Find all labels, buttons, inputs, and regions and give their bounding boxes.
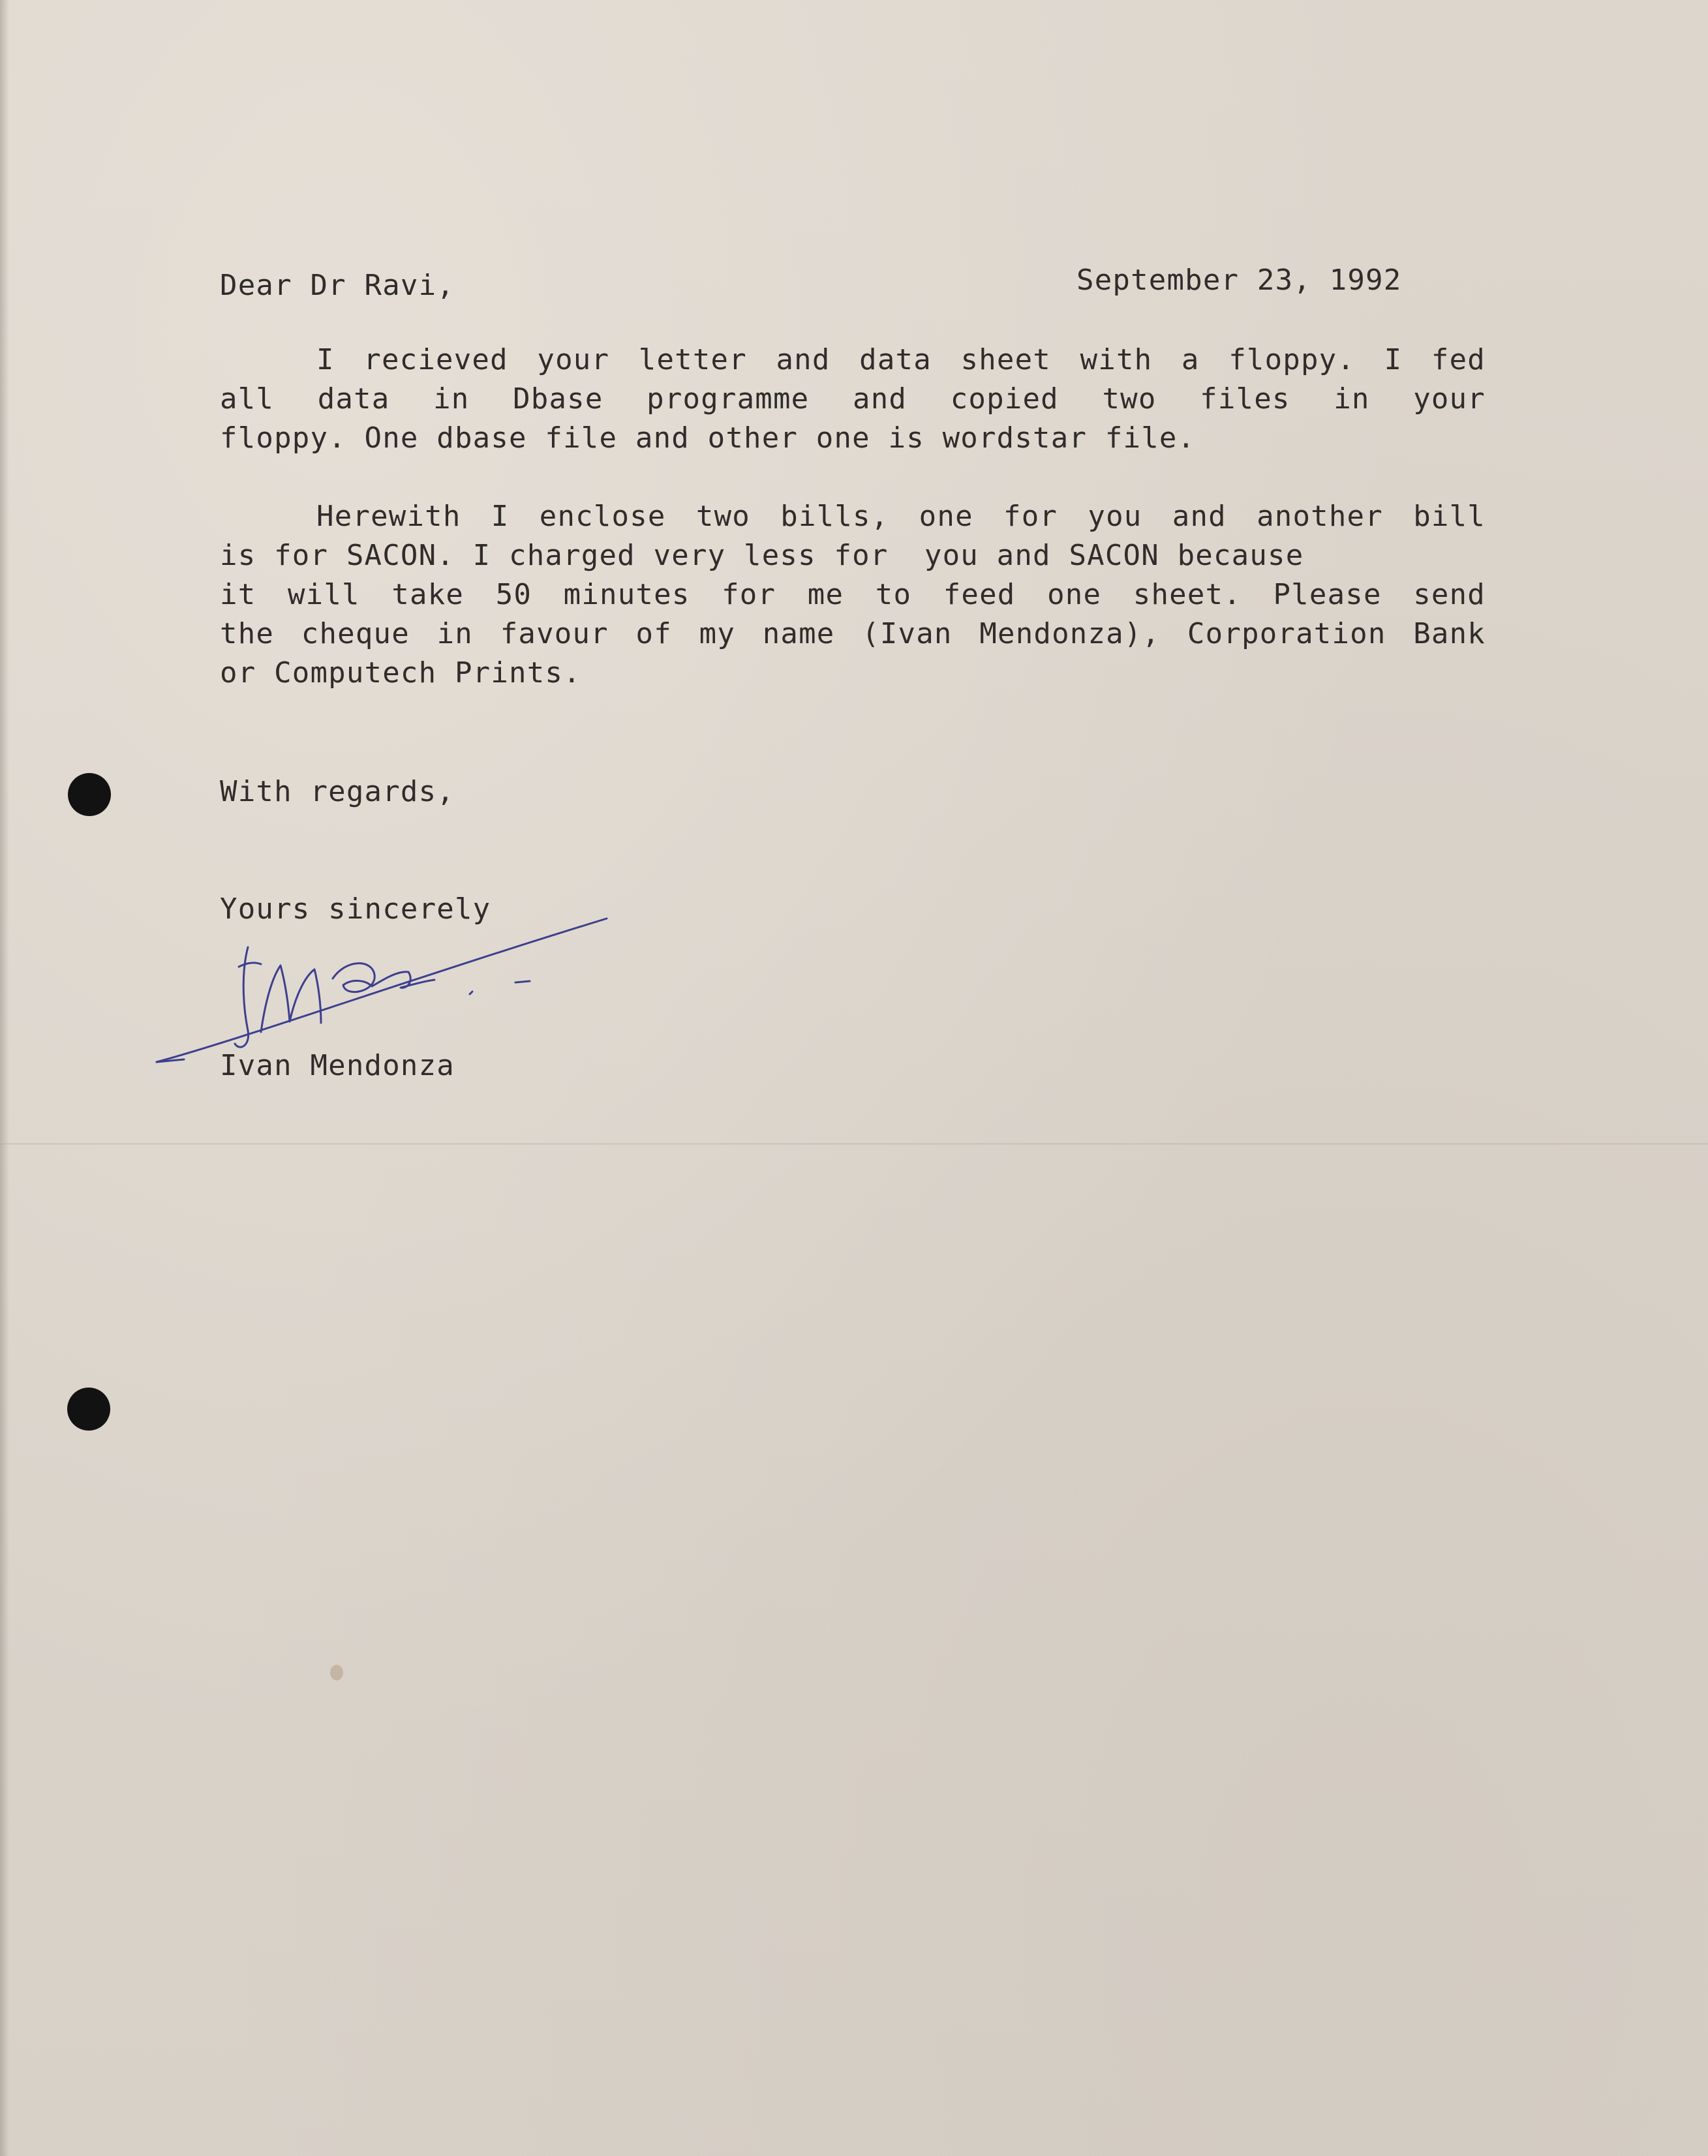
paper-edge-shadow xyxy=(0,0,9,2156)
salutation: Dear Dr Ravi, xyxy=(220,269,455,302)
paragraph1-line3: floppy. One dbase file and other one is wordstar file. xyxy=(220,421,1196,455)
punch-hole-bottom xyxy=(67,1388,110,1431)
paragraph1-line2: all data in Dbase programme and copied two files in your xyxy=(220,382,1486,416)
paragraph2-line4: the cheque in favour of my name (Ivan Mendonza), Corporation Bank xyxy=(220,617,1486,650)
paragraph2-line2: is for SACON. I charged very less for you and SACON because xyxy=(220,539,1304,572)
signature-initial-i-bar xyxy=(239,963,261,967)
letter-date: September 23, 1992 xyxy=(1076,264,1402,297)
closing-line: Yours sincerely xyxy=(220,892,491,926)
signature-initial-m xyxy=(261,965,321,1032)
paragraph1-line1: I recieved your letter and data sheet with a floppy. I fed xyxy=(316,343,1486,376)
punch-hole-top xyxy=(68,773,111,816)
signature-tail-stroke xyxy=(157,1059,184,1062)
paper-fold-crease xyxy=(0,1143,1708,1145)
signature-initial-i xyxy=(235,947,249,1047)
paragraph2-line3: it will take 50 minutes for me to feed one sheet. Please send xyxy=(220,578,1486,611)
paragraph2-line5: or Computech Prints. xyxy=(220,656,581,690)
signature-underline-stroke xyxy=(157,919,607,1062)
regards-line: With regards, xyxy=(220,775,455,808)
paragraph2-line1: Herewith I enclose two bills, one for you and another bill xyxy=(316,500,1486,533)
signature-dot xyxy=(470,992,472,994)
signature-dash xyxy=(515,981,530,982)
paper-stain xyxy=(330,1665,343,1680)
signatory-name: Ivan Mendonza xyxy=(220,1049,455,1082)
